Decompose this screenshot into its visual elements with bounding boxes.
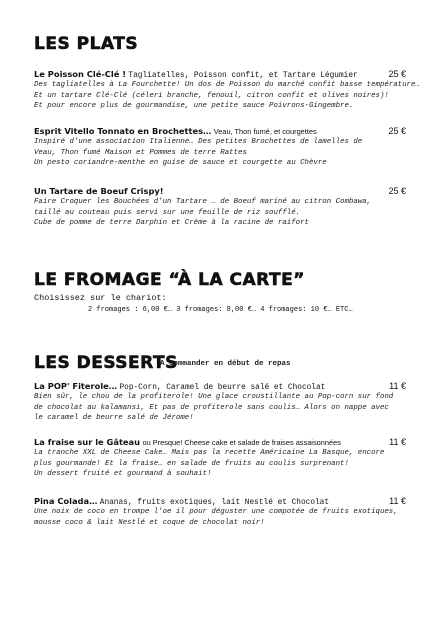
- item-name: La fraise sur le Gâteau: [34, 437, 141, 447]
- item-name: Le Poisson Clé-Clé !: [34, 69, 127, 79]
- item-desc-line: Des tagliatelles à La Fourchette! Un dos de Poisson du marché confit basse température…: [34, 81, 420, 89]
- item-subtitle: ou Presque! Cheese cake et salade de fraises assaisonnées: [142, 438, 341, 447]
- section-title-desserts: LES DESSERTS: [34, 353, 178, 373]
- menu-item-pina-colada: [34, 495, 406, 528]
- item-desc-line: Un pesto coriandre-menthe en guise de sauce et courgette au Chèvre: [34, 159, 327, 167]
- item-subtitle: Ananas, fruits exotiques, lait Nestlé et Chocolat: [99, 499, 330, 507]
- item-desc-line: Veau, Thon fumé Maison et Pommes de terre Rattes: [34, 148, 247, 157]
- desserts-note: A commander en début de repas: [160, 360, 291, 368]
- item-desc-line: de chocolat au kalamansi, Et pas de profiterole sans coulis… Alors on nappe avec: [34, 403, 389, 412]
- section-title-plats: LES PLATS: [34, 34, 139, 54]
- item-desc-line: Cube de pomme de terre Darphin et Crème à la racine de raifort: [34, 219, 309, 227]
- item-desc-line: le caramel de beurre salé de Jérome!: [34, 414, 194, 422]
- item-desc-line: Et un tartare Clé-Clé (céleri branche, fenouil, citron confit et olives noires)!: [34, 91, 389, 100]
- menu-item-poisson: [34, 68, 420, 112]
- item-desc-line: taillé au couteau puis servi sur une feuille de riz soufflé.: [34, 208, 301, 217]
- item-desc-line: mousse coco & lait Nestlé et coque de chocolat noir!: [34, 518, 265, 527]
- item-subtitle: Veau, Thon fumé, et courgettes: [213, 127, 317, 136]
- item-price: 11 €: [389, 381, 406, 391]
- item-desc-line: La tranche XXL de Cheese Cake… Mais pas la recette Américaine La Basque, encore: [34, 449, 385, 457]
- item-price: 11 €: [389, 496, 406, 506]
- item-desc-line: Inspiré d'une association Italienne… Des petites Brochettes de lamelles de: [34, 138, 363, 146]
- fromage-intro: Choisissez sur le chariot:: [34, 293, 167, 303]
- item-name: La POP' Fiterole…: [34, 381, 118, 391]
- item-desc-line: Une noix de coco en trompe l'oe il pour déguster une compotée de fruits exotiques,: [34, 508, 398, 516]
- menu-item-fraise-gateau: [34, 436, 406, 480]
- item-desc-line: Un dessert fruité et gourmand à souhait!: [34, 470, 212, 478]
- menu-item-vitello: [34, 125, 406, 169]
- item-subtitle: Tagliatelles, Poisson confit, et Tartare Légumier: [128, 72, 358, 80]
- item-name: Esprit Vitello Tonnato en Brochettes…: [34, 126, 212, 136]
- menu-item-tartare: [34, 185, 406, 229]
- item-price: 11 €: [389, 437, 406, 447]
- item-desc-line: Faire Croquer les Bouchées d'un Tartare … de Boeuf mariné au citron Combawa,: [34, 198, 372, 206]
- item-name: Pina Colada…: [34, 496, 98, 506]
- section-title-fromage: LE FROMAGE “À LA CARTE”: [34, 270, 305, 290]
- item-price: 25 €: [388, 69, 406, 79]
- fromage-prices: 2 fromages : 6,00 €… 3 fromages: 8,00 €… 4 fromages: 10 €… ETC…: [88, 306, 353, 314]
- item-subtitle: Pop-Corn, Caramel de beurre salé et Chocolat: [119, 384, 326, 392]
- item-price: 25 €: [388, 126, 406, 136]
- item-price: 25 €: [388, 186, 406, 196]
- item-desc-line: Bien sûr, le chou de la profiterole! Une glace croustillante au Pop-corn sur fond: [34, 393, 394, 401]
- menu-item-pop-fiterole: [34, 380, 406, 424]
- item-desc-line: Et pour encore plus de gourmandise, une petite sauce Poivrons-Gingembre.: [34, 102, 354, 110]
- item-name: Un Tartare de Boeuf Crispy!: [34, 186, 164, 196]
- item-desc-line: plus gourmande! Et la fraise… en salade de fruits au coulis surprenant!: [34, 459, 349, 468]
